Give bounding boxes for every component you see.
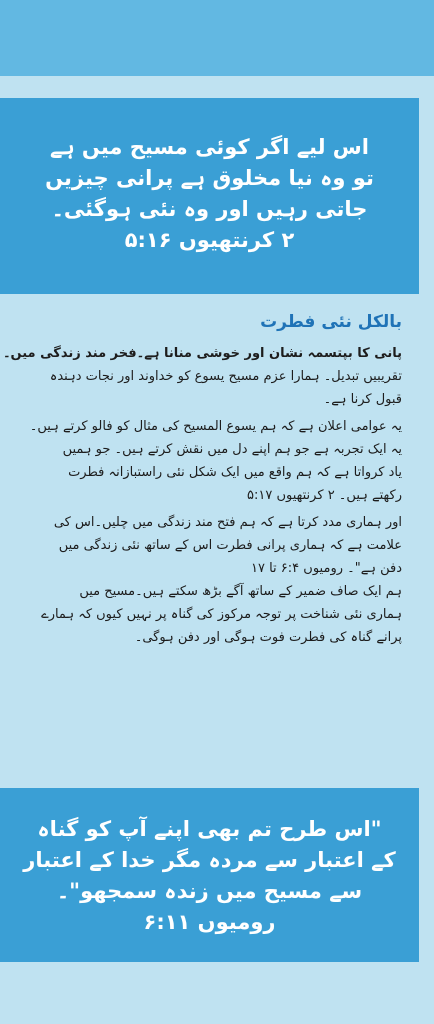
quote-line: کے اعتبار سے مردہ مگر خدا کے اعتبار <box>23 848 396 872</box>
top-color-band <box>0 0 434 76</box>
quote-reference: ۲ کرنتھیوں ۵:۱۶ <box>124 228 295 252</box>
paragraph-line: ہماری نئی شناخت پر توجہ مرکوز کی گناہ پر نہیں کیوں کہ ہمارے <box>41 607 402 622</box>
paragraph-line: اور ہماری مدد کرتا ہے کہ ہم فتح مند زندگی میں چلیں۔اس کی <box>53 515 402 530</box>
paragraph-line: یہ ایک تجربہ ہے جو ہم اپنے دل میں نقش کرتے ہیں۔ جو ہمیں <box>62 442 402 457</box>
quote-line: اس لیے اگر کوئی مسیح میں ہے <box>50 135 369 159</box>
paragraph-line: دفن ہے"۔ رومیوں ۶:۴ تا ۱۷ <box>250 561 402 576</box>
paragraph-line: تقریبیں تبدیل۔ ہمارا عزم مسیح یسوع کو خداوند اور نجات دہندہ <box>49 369 402 384</box>
paragraph-line: قبول کرنا ہے۔ <box>323 392 402 407</box>
quote-reference: رومیوں ۶:۱۱ <box>143 910 276 934</box>
verse-quote-bottom <box>0 788 419 962</box>
paragraph-line: پانی کا بپتسمہ نشان اور خوشی منانا ہے۔فخر مند زندگی میں۔ <box>2 346 402 361</box>
paragraph-line: رکھتے ہیں۔ ۲ کرنتھیوں ۵:۱۷ <box>247 488 402 503</box>
quote-line: سے مسیح میں زندہ سمجھو"۔ <box>56 879 363 903</box>
paragraph-line: یاد کرواتا ہے کہ ہم واقع میں ایک شکل نئی راستبازانہ فطرت <box>68 465 402 480</box>
paragraph-line: ہم ایک صاف ضمیر کے ساتھ آگے بڑھ سکتے ہیں۔مسیح میں <box>79 584 402 599</box>
quote-line: جاتی رہیں اور وہ نئی ہوگئی۔ <box>51 197 368 221</box>
quote-line: "اس طرح تم بھی اپنے آپ کو گناہ <box>37 817 382 841</box>
paragraph-line: پرانے گناہ کی فطرت فوت ہوگی اور دفن ہوگی۔ <box>134 630 402 645</box>
verse-quote-top <box>0 98 419 294</box>
article-title: بالکل نئی فطرت <box>260 312 402 332</box>
article-body <box>2 312 414 649</box>
paragraph-line: یہ عوامی اعلان ہے کہ ہم یسوع المسیح کی مثال کو فالو کرتے ہیں۔ <box>29 419 402 434</box>
quote-line: تو وہ نیا مخلوق ہے پرانی چیزیں <box>45 166 374 190</box>
paragraph-line: علامت ہے کہ ہماری پرانی فطرت اس کے ساتھ نئی زندگی میں <box>58 538 402 553</box>
